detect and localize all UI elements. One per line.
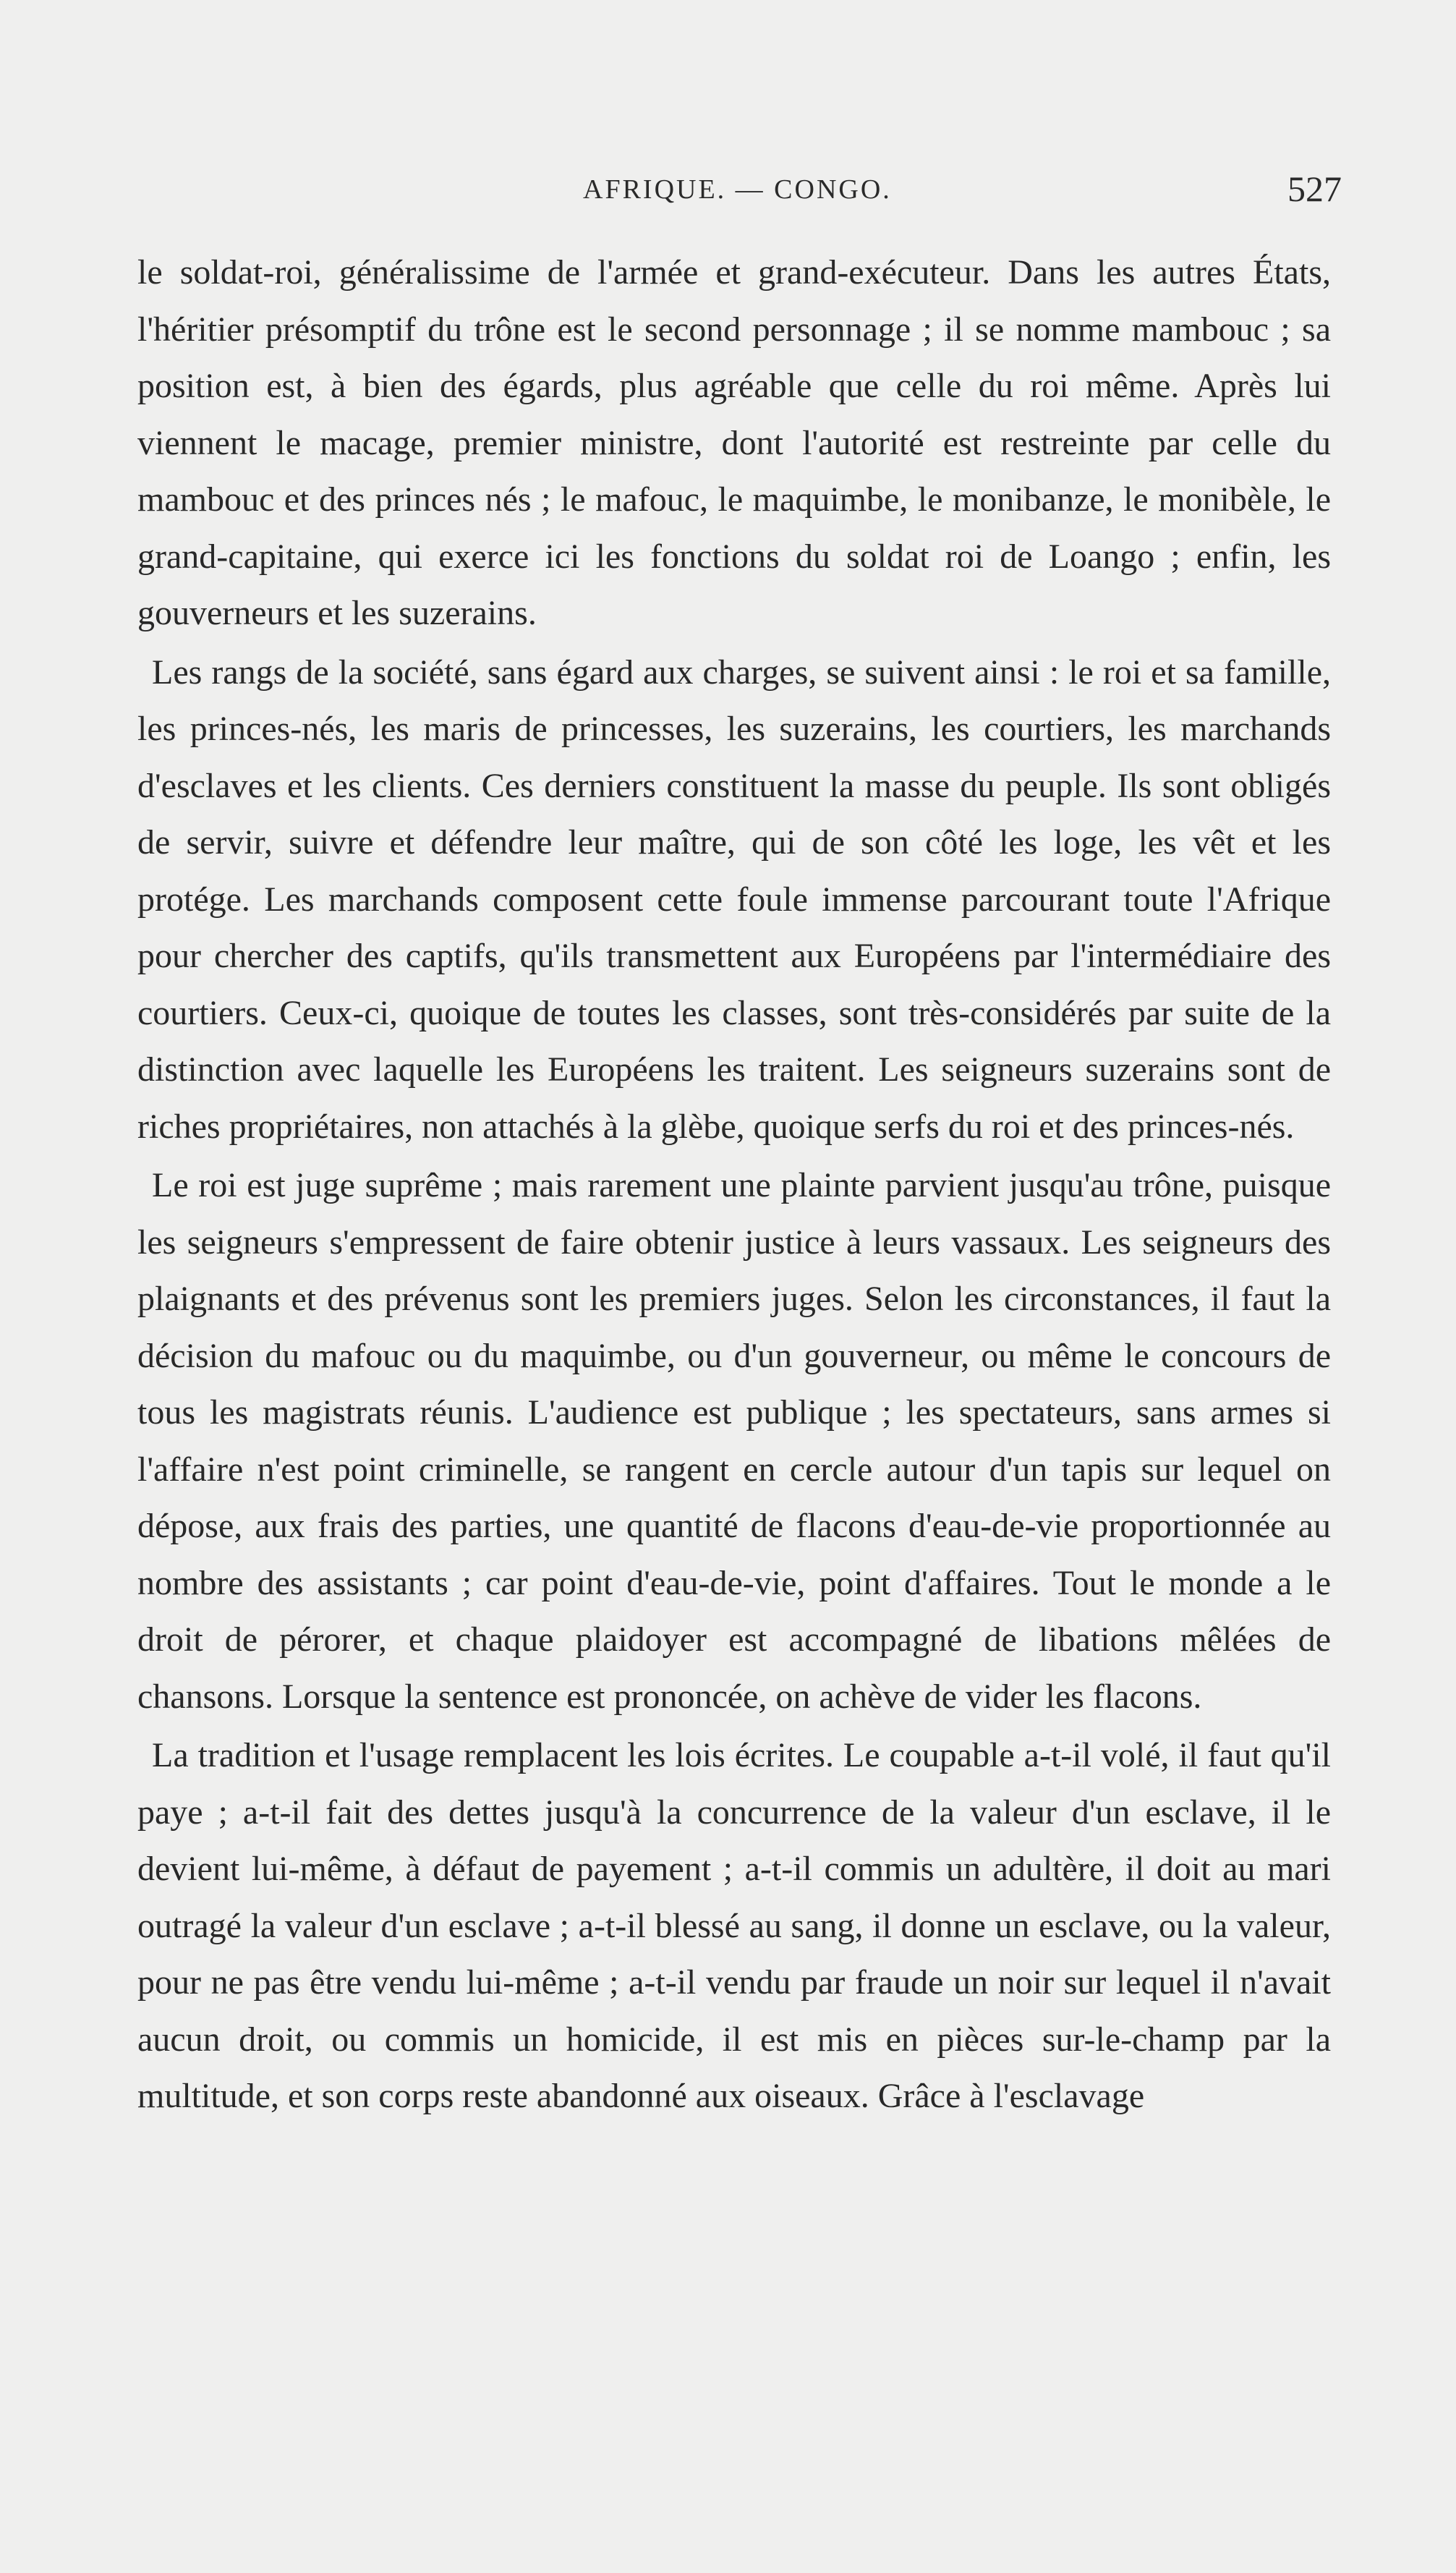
paragraph-3: Le roi est juge suprême ; mais rarement une plainte parvient jusqu'au trône, puisque les seigneurs s'empressent de faire obtenir justice à leurs vassaux. Les seigneurs des plaignants et des prévenus sont les premiers juges. Selon les circonstances, il faut la décision du mafouc ou du maquimbe, ou d'un gouverneur, ou même le concours de tous les magistrats réunis. L'audience est publique ; les spectateurs, sans armes si l'affaire n'est point criminelle, se rangent en cercle autour d'un tapis sur lequel on dépose, aux frais des parties, une quantité de flacons d'eau-de-vie proportionnée au nombre des assistants ; car point d'eau-de-vie, point d'affaires. Tout le monde a le droit de pérorer, et chaque plaidoyer est accompagné de libations mêlées de chansons. Lorsque la sentence est prononcée, on achève de vider les flacons. bbox=[137, 1166, 1331, 1716]
running-head: AFRIQUE. — CONGO. bbox=[583, 174, 892, 205]
paragraph-1: le soldat-roi, généralissime de l'armée et grand-exécuteur. Dans les autres États, l'héritier présomptif du trône est le second personnage ; il se nomme mambouc ; sa position est, à bien des égards, plus agréable que celle du roi même. Après lui viennent le macage, premier ministre, dont l'autorité est restreinte par celle du mambouc et des princes nés ; le mafouc, le maquimbe, le monibanze, le monibèle, le grand-capitaine, qui exerce ici les fonctions du soldat roi de Loango ; enfin, les gouverneurs et les suzerains. bbox=[137, 253, 1331, 632]
page-header bbox=[0, 169, 1456, 217]
body-text bbox=[137, 244, 1331, 2125]
paragraph-2: Les rangs de la société, sans égard aux charges, se suivent ainsi : le roi et sa famille, les princes-nés, les maris de princesses, les suzerains, les courtiers, les marchands d'esclaves et les clients. Ces derniers constituent la masse du peuple. Ils sont obligés de servir, suivre et défendre leur maître, qui de son côté les loge, les vêt et les protége. Les marchands composent cette foule immense parcourant toute l'Afrique pour chercher des captifs, qu'ils transmettent aux Européens par l'intermédiaire des courtiers. Ceux-ci, quoique de toutes les classes, sont très-considérés par suite de la distinction avec laquelle les Européens les traitent. Les seigneurs suzerains sont de riches propriétaires, non attachés à la glèbe, quoique serfs du roi et des princes-nés. bbox=[137, 652, 1331, 1146]
paragraph-4: La tradition et l'usage remplacent les lois écrites. Le coupable a-t-il volé, il faut qu'il paye ; a-t-il fait des dettes jusqu'à la concurrence de la valeur d'un esclave, il le devient lui-même, à défaut de payement ; a-t-il commis un adultère, il doit au mari outragé la valeur d'un esclave ; a-t-il blessé au sang, il donne un esclave, ou la valeur, pour ne pas être vendu lui-même ; a-t-il vendu par fraude un noir sur lequel il n'avait aucun droit, ou commis un homicide, il est mis en pièces sur-le-champ par la multitude, et son corps reste abandonné aux oiseaux. Grâce à l'esclavage bbox=[137, 1736, 1331, 2115]
page-number: 527 bbox=[1287, 169, 1342, 209]
